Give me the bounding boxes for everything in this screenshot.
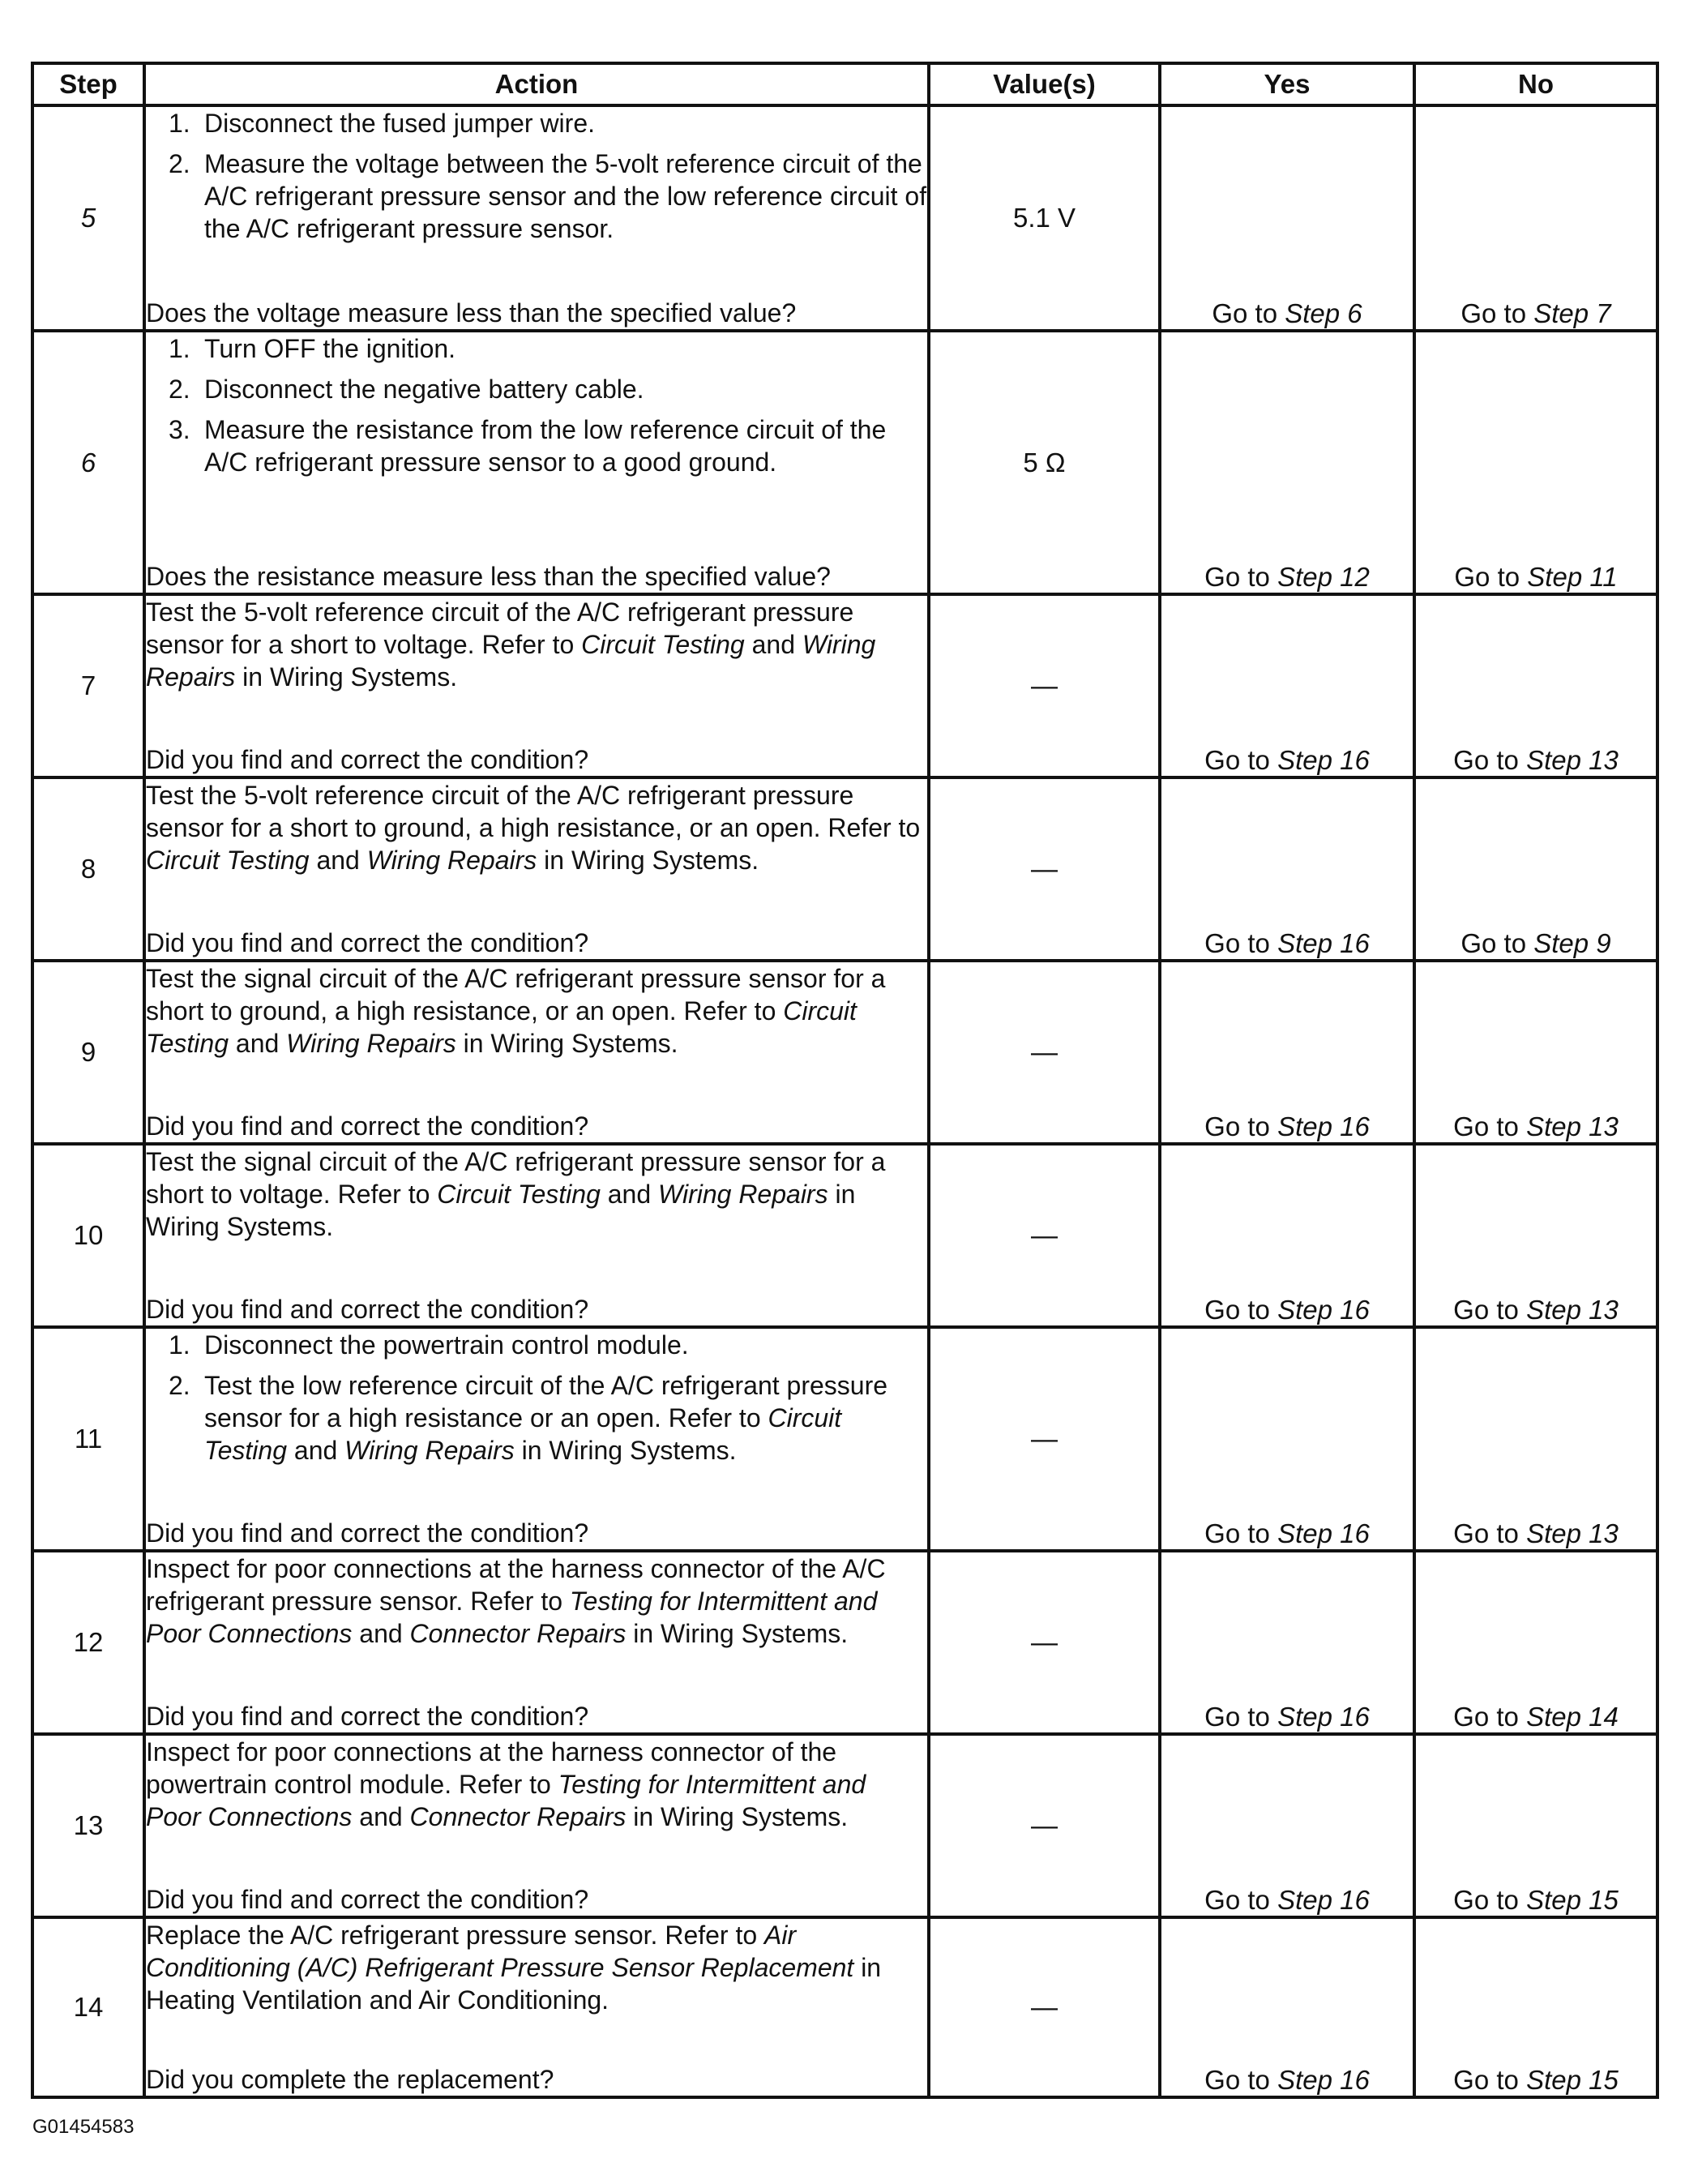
question-text: Did you find and correct the condition?: [146, 1885, 589, 1914]
yes-cell: Go to Step 16: [1160, 1917, 1414, 2097]
list-item: 2. Disconnect the negative battery cable.: [169, 375, 644, 404]
yes-cell: Go to Step 16: [1160, 594, 1414, 777]
yes-step-ref[interactable]: Step 16: [1277, 1702, 1370, 1732]
table-row: [32, 331, 1657, 594]
action-text: Test the signal circuit of the A/C refrigerant pressure sensor for a short to ground, a high resistance, or an open. Refer to Circuit Testing and Wiring Repairs in Wiring Systems.: [146, 964, 886, 1058]
yes-step-ref[interactable]: Step 16: [1277, 928, 1370, 958]
value-cell: —: [929, 594, 1160, 777]
diagnostic-table: [31, 62, 1659, 2099]
list-item: 1. Disconnect the fused jumper wire.: [169, 109, 595, 138]
step-number: 8: [32, 777, 144, 961]
no-step-ref[interactable]: Step 7: [1533, 298, 1611, 328]
action-cell: [144, 1144, 929, 1327]
yes-cell: Go to Step 16: [1160, 1734, 1414, 1917]
value-cell: —: [929, 1734, 1160, 1917]
no-cell: Go to Step 14: [1414, 1551, 1657, 1734]
no-step-ref[interactable]: Step 11: [1527, 562, 1618, 592]
action-cell: [144, 1327, 929, 1551]
header-no: No: [1414, 63, 1657, 105]
table-row: [32, 1551, 1657, 1734]
header-row: [32, 63, 1657, 105]
reference-link[interactable]: Connector Repairs: [409, 1619, 627, 1648]
action-cell: [144, 1551, 929, 1734]
list-item: 1. Disconnect the powertrain control module.: [169, 1330, 689, 1360]
header-yes: Yes: [1160, 63, 1414, 105]
table-row: [32, 777, 1657, 961]
step-number: 14: [32, 1917, 144, 2097]
action-text: Inspect for poor connections at the harness connector of the powertrain control module. Refer to Testing for Intermittent and Poor Connections and Connector Repairs in Wiring Systems.: [146, 1737, 866, 1831]
no-cell: Go to Step 7: [1414, 105, 1657, 331]
yes-cell: Go to Step 16: [1160, 961, 1414, 1144]
no-step-ref[interactable]: Step 14: [1526, 1702, 1619, 1732]
yes-step-ref[interactable]: Step 16: [1277, 1885, 1370, 1915]
yes-cell: Go to Step 16: [1160, 777, 1414, 961]
step-number: 6: [32, 331, 144, 594]
no-step-ref[interactable]: Step 15: [1526, 2065, 1619, 2095]
no-cell: Go to Step 9: [1414, 777, 1657, 961]
no-cell: Go to Step 13: [1414, 1327, 1657, 1551]
step-number: 10: [32, 1144, 144, 1327]
no-cell: Go to Step 13: [1414, 1144, 1657, 1327]
step-number: 12: [32, 1551, 144, 1734]
action-text: Test the 5-volt reference circuit of the A/C refrigerant pressure sensor for a short to ground, a high resistance, or an open. Refer to Circuit Testing and Wiring Repairs in Wiring Systems.: [146, 781, 921, 875]
action-cell: [144, 961, 929, 1144]
substep-list: [146, 332, 927, 486]
table-row: [32, 594, 1657, 777]
no-step-ref[interactable]: Step 13: [1526, 1518, 1619, 1548]
no-cell: Go to Step 15: [1414, 1917, 1657, 2097]
reference-link[interactable]: Circuit Testing: [146, 996, 857, 1058]
value-cell: —: [929, 1144, 1160, 1327]
reference-link[interactable]: Circuit Testing: [146, 846, 310, 875]
reference-link[interactable]: Wiring Repairs: [658, 1180, 828, 1209]
figure-id: G01454583: [32, 2116, 135, 2138]
no-step-ref[interactable]: Step 13: [1526, 1295, 1619, 1325]
yes-step-ref[interactable]: Step 16: [1277, 2065, 1370, 2095]
step-number: 7: [32, 594, 144, 777]
reference-link[interactable]: Circuit Testing: [204, 1403, 842, 1465]
yes-cell: Go to Step 16: [1160, 1327, 1414, 1551]
value-cell: 5.1 V: [929, 105, 1160, 331]
no-step-ref[interactable]: Step 13: [1526, 1111, 1619, 1141]
table-row: [32, 1734, 1657, 1917]
action-cell: [144, 1917, 929, 2097]
value-cell: —: [929, 1327, 1160, 1551]
yes-step-ref[interactable]: Step 16: [1277, 1295, 1370, 1325]
no-step-ref[interactable]: Step 9: [1533, 928, 1611, 958]
step-number: 9: [32, 961, 144, 1144]
no-step-ref[interactable]: Step 15: [1526, 1885, 1619, 1915]
value-cell: —: [929, 1551, 1160, 1734]
no-step-ref[interactable]: Step 13: [1526, 745, 1619, 775]
substep-list: [146, 1329, 927, 1475]
question-text: Does the voltage measure less than the specified value?: [146, 298, 797, 328]
question-text: Did you find and correct the condition?: [146, 1518, 589, 1548]
header-step: Step: [32, 63, 144, 105]
action-text: Replace the A/C refrigerant pressure sensor. Refer to Air Conditioning (A/C) Refrigerant Pressure Sensor Replacement in Heating Ventilation and Air Conditioning.: [146, 1921, 882, 2015]
yes-step-ref[interactable]: Step 16: [1277, 1518, 1370, 1548]
header-action: Action: [144, 63, 929, 105]
yes-step-ref[interactable]: Step 12: [1277, 562, 1370, 592]
no-cell: Go to Step 13: [1414, 961, 1657, 1144]
reference-link[interactable]: Testing for Intermittent and Poor Connections: [146, 1587, 878, 1648]
action-text: Test the signal circuit of the A/C refrigerant pressure sensor for a short to voltage. Refer to Circuit Testing and Wiring Repairs in Wiring Systems.: [146, 1147, 886, 1241]
no-cell: Go to Step 15: [1414, 1734, 1657, 1917]
table-row: [32, 105, 1657, 331]
no-cell: Go to Step 13: [1414, 594, 1657, 777]
question-text: Did you find and correct the condition?: [146, 1111, 589, 1141]
action-cell: [144, 105, 929, 331]
yes-step-ref[interactable]: Step 16: [1277, 1111, 1370, 1141]
reference-link[interactable]: Wiring Repairs: [344, 1436, 515, 1465]
yes-cell: Go to Step 12: [1160, 331, 1414, 594]
yes-step-ref[interactable]: Step 16: [1277, 745, 1370, 775]
value-cell: —: [929, 1917, 1160, 2097]
header-values: Value(s): [929, 63, 1160, 105]
step-number: 11: [32, 1327, 144, 1551]
reference-link[interactable]: Wiring Repairs: [146, 630, 876, 692]
table-row: [32, 1917, 1657, 2097]
reference-link[interactable]: Circuit Testing: [437, 1180, 601, 1209]
question-text: Did you complete the replacement?: [146, 2065, 554, 2094]
yes-step-ref[interactable]: Step 6: [1285, 298, 1362, 328]
reference-link[interactable]: Wiring Repairs: [286, 1029, 456, 1058]
reference-link[interactable]: Testing for Intermittent and Poor Connections: [146, 1770, 866, 1831]
table-row: [32, 1327, 1657, 1551]
list-item: 2. Test the low reference circuit of the A/C refrigerant pressure sensor for a high resistance or an open. Refer to Circuit Testing and Wiring Repairs in Wiring Systems.: [169, 1371, 888, 1465]
no-cell: Go to Step 11: [1414, 331, 1657, 594]
value-cell: —: [929, 777, 1160, 961]
question-text: Did you find and correct the condition?: [146, 928, 589, 957]
reference-link[interactable]: Connector Repairs: [409, 1802, 627, 1831]
action-cell: [144, 777, 929, 961]
action-text: Inspect for poor connections at the harness connector of the A/C refrigerant pressure sensor. Refer to Testing for Intermittent and Poor Connections and Connector Repairs in Wiring Systems.: [146, 1554, 886, 1648]
question-text: Did you find and correct the condition?: [146, 745, 589, 774]
reference-link[interactable]: Wiring Repairs: [366, 846, 537, 875]
list-item: 2. Measure the voltage between the 5-volt reference circuit of the A/C refrigerant pressure sensor and the low reference circuit of the A/C refrigerant pressure sensor.: [169, 149, 927, 243]
step-number: 13: [32, 1734, 144, 1917]
question-text: Did you find and correct the condition?: [146, 1295, 589, 1324]
table-row: [32, 1144, 1657, 1327]
yes-cell: Go to Step 16: [1160, 1144, 1414, 1327]
action-cell: [144, 594, 929, 777]
action-cell: [144, 331, 929, 594]
reference-link[interactable]: Air Conditioning (A/C) Refrigerant Pressure Sensor Replacement: [146, 1921, 854, 1982]
substep-list: [146, 107, 927, 253]
question-text: Does the resistance measure less than the specified value?: [146, 562, 831, 591]
yes-cell: Go to Step 6: [1160, 105, 1414, 331]
value-cell: —: [929, 961, 1160, 1144]
list-item: 1. Turn OFF the ignition.: [169, 334, 456, 363]
action-cell: [144, 1734, 929, 1917]
list-item: 3. Measure the resistance from the low reference circuit of the A/C refrigerant pressure sensor to a good ground.: [169, 415, 887, 477]
reference-link[interactable]: Circuit Testing: [581, 630, 745, 659]
action-text: Test the 5-volt reference circuit of the A/C refrigerant pressure sensor for a short to voltage. Refer to Circuit Testing and Wiring Repairs in Wiring Systems.: [146, 597, 876, 692]
question-text: Did you find and correct the condition?: [146, 1702, 589, 1731]
yes-cell: Go to Step 16: [1160, 1551, 1414, 1734]
step-number: 5: [32, 105, 144, 331]
table-row: [32, 961, 1657, 1144]
value-cell: 5 Ω: [929, 331, 1160, 594]
